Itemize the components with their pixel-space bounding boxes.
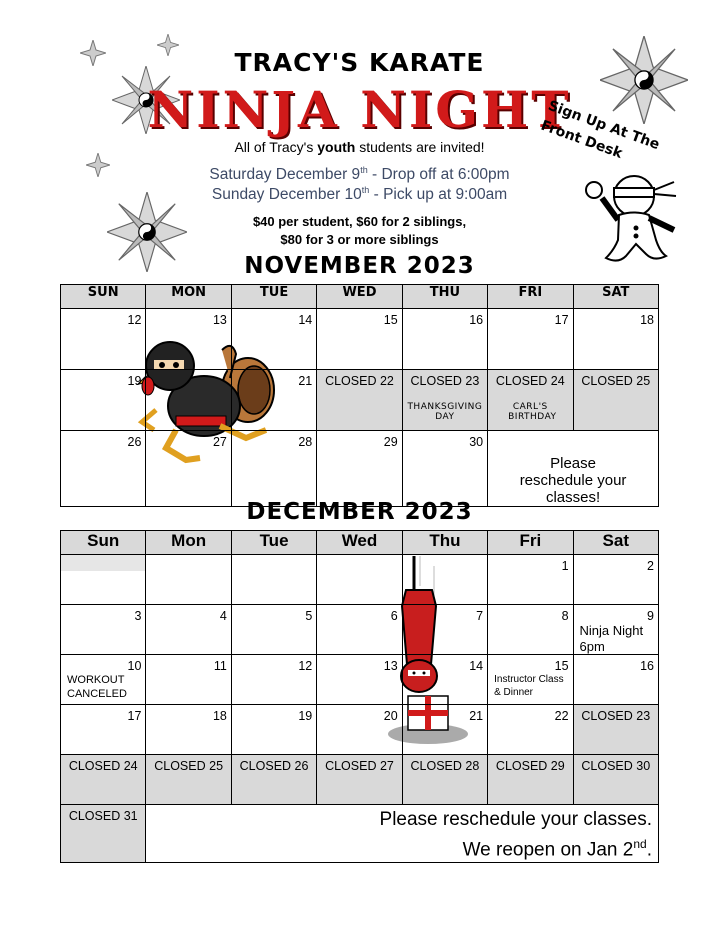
day-cell xyxy=(317,655,402,705)
closed-cell xyxy=(317,755,402,805)
day-cell xyxy=(61,431,146,507)
day-number: 2 xyxy=(647,559,654,573)
day-number: 14 xyxy=(298,313,313,327)
day-cell xyxy=(61,605,146,655)
day-number: 20 xyxy=(383,709,398,723)
day-cell xyxy=(317,309,402,370)
day-number: 30 xyxy=(469,435,484,449)
day-cell xyxy=(231,605,316,655)
day-number: 3 xyxy=(134,609,142,623)
reschedule-line2 xyxy=(146,832,652,862)
reopen-post: . xyxy=(646,839,652,861)
december-title: DECEMBER 2023 xyxy=(246,499,473,525)
day-number: 19 xyxy=(127,374,142,388)
reopen-pre: We reopen on Jan 2 xyxy=(462,839,634,861)
day-header: Mon xyxy=(146,531,231,555)
day-number: 15 xyxy=(383,313,398,327)
closed-label: CLOSED 23 xyxy=(581,709,651,723)
day-cell xyxy=(573,309,658,370)
day-header: FRI xyxy=(488,285,573,309)
invite-pre: All of Tracy's xyxy=(234,139,318,155)
day-number: 16 xyxy=(469,313,484,327)
closed-cell xyxy=(231,755,316,805)
closed-label: CLOSED 22 xyxy=(325,374,394,388)
day-header: THU xyxy=(402,285,487,309)
day-number: 4 xyxy=(219,609,227,623)
closed-cell xyxy=(488,370,573,431)
day-cell xyxy=(146,431,231,507)
day-cell xyxy=(61,555,146,605)
closed-label: CLOSED 25 xyxy=(154,759,224,773)
day-cell xyxy=(488,655,573,705)
date1-sup: th xyxy=(360,165,368,175)
day-header: MON xyxy=(146,285,231,309)
date2-pre: Sunday December 10 xyxy=(211,186,362,204)
day-cell xyxy=(231,370,316,431)
reopen-sup: nd xyxy=(633,837,647,851)
day-number: 22 xyxy=(554,709,569,723)
closed-label: CLOSED 29 xyxy=(495,759,565,773)
day-header: TUE xyxy=(231,285,316,309)
day-cell xyxy=(402,309,487,370)
closed-label: CLOSED 27 xyxy=(325,759,394,773)
instructor-note: Instructor Class & Dinner xyxy=(494,674,564,698)
workout-canceled-note: WORKOUT CANCELED xyxy=(67,674,127,700)
day-number: 9 xyxy=(647,609,654,623)
day-header: Tue xyxy=(231,531,316,555)
day-number: 7 xyxy=(476,609,484,623)
day-cell xyxy=(231,705,316,755)
day-number: 17 xyxy=(127,709,142,723)
date2-post: - Pick up at 9:00am xyxy=(369,186,508,204)
date2-sup: th xyxy=(361,185,370,195)
november-calendar xyxy=(60,284,659,507)
price-line2: $80 for 3 or more siblings xyxy=(280,232,439,247)
day-cell xyxy=(146,605,231,655)
day-header: Thu xyxy=(402,531,487,555)
day-number: 18 xyxy=(212,709,227,723)
day-number: 5 xyxy=(305,609,313,623)
day-cell xyxy=(317,431,402,507)
pickup-date xyxy=(0,185,719,204)
closed-label: CLOSED 26 xyxy=(239,759,309,773)
closed-cell xyxy=(573,705,658,755)
day-cell xyxy=(488,555,573,605)
closed-cell xyxy=(317,370,402,431)
day-cell xyxy=(402,605,487,655)
closed-cell xyxy=(402,370,487,431)
shaded-bar xyxy=(61,555,145,571)
day-number: 16 xyxy=(640,659,654,673)
day-number: 13 xyxy=(212,313,227,327)
invite-bold: youth xyxy=(317,139,356,155)
day-number: 26 xyxy=(127,435,142,449)
day-cell xyxy=(488,705,573,755)
november-title: NOVEMBER 2023 xyxy=(244,253,475,279)
closed-cell xyxy=(61,805,146,863)
title-line1: TRACY'S KARATE xyxy=(234,48,485,77)
day-cell xyxy=(402,705,487,755)
day-cell xyxy=(231,555,316,605)
day-number: 8 xyxy=(561,609,569,623)
closed-cell xyxy=(146,755,231,805)
day-number: 19 xyxy=(298,709,313,723)
day-header: SAT xyxy=(573,285,658,309)
day-number: 13 xyxy=(383,659,398,673)
date1-post: - Drop off at 6:00pm xyxy=(367,166,510,184)
day-cell xyxy=(146,705,231,755)
day-cell xyxy=(317,605,402,655)
closed-label: CLOSED 30 xyxy=(581,759,651,773)
reschedule-cell xyxy=(146,805,659,863)
day-cell xyxy=(146,655,231,705)
day-cell xyxy=(402,655,487,705)
day-cell xyxy=(317,555,402,605)
day-cell xyxy=(317,705,402,755)
closed-label: CLOSED 24 xyxy=(68,759,138,773)
day-header: Sun xyxy=(61,531,146,555)
day-cell xyxy=(231,431,316,507)
day-cell xyxy=(573,555,658,605)
day-cell xyxy=(573,605,658,655)
day-number: 21 xyxy=(469,709,484,723)
reschedule-text xyxy=(146,805,658,862)
thanksgiving-note: THANKSGIVING DAY xyxy=(407,402,483,422)
day-cell xyxy=(402,431,487,507)
invite-post: students are invited! xyxy=(355,139,485,155)
day-cell xyxy=(146,309,231,370)
reschedule-cell xyxy=(488,431,659,507)
reschedule-line1: Please reschedule your classes. xyxy=(379,809,652,830)
closed-cell xyxy=(573,370,658,431)
day-number: 29 xyxy=(383,435,398,449)
day-cell xyxy=(402,555,487,605)
day-cell xyxy=(231,309,316,370)
day-cell xyxy=(573,655,658,705)
closed-cell xyxy=(488,755,573,805)
day-number: 11 xyxy=(213,659,227,673)
day-number: 21 xyxy=(298,374,313,388)
day-number: 18 xyxy=(640,313,654,327)
ninja-night-note: Ninja Night 6pm xyxy=(579,623,644,654)
reschedule-text: Please reschedule your classes! xyxy=(519,455,627,506)
title-line2: NINJA NIGHT xyxy=(147,80,572,139)
closed-label: CLOSED 24 xyxy=(495,374,565,388)
day-cell xyxy=(61,705,146,755)
day-number: 12 xyxy=(298,659,313,673)
dropoff-date xyxy=(0,165,719,184)
closed-cell xyxy=(573,755,658,805)
day-header: WED xyxy=(317,285,402,309)
day-cell xyxy=(146,555,231,605)
day-number: 27 xyxy=(212,435,227,449)
day-cell xyxy=(61,655,146,705)
closed-label: CLOSED 28 xyxy=(410,759,480,773)
day-number: 1 xyxy=(561,559,569,573)
price-line1: $40 per student, $60 for 2 siblings, xyxy=(252,214,467,229)
day-number: 10 xyxy=(127,659,142,673)
birthday-note: CARL'S BIRTHDAY xyxy=(508,402,557,422)
closed-cell xyxy=(61,755,146,805)
day-cell xyxy=(488,605,573,655)
day-cell xyxy=(61,309,146,370)
day-header: SUN xyxy=(61,285,146,309)
closed-label: CLOSED 23 xyxy=(410,374,480,388)
closed-label: CLOSED 31 xyxy=(68,809,138,823)
day-number: 17 xyxy=(554,313,569,327)
day-header: Wed xyxy=(317,531,402,555)
signup-note: Sign Up At The Front Desk xyxy=(538,97,662,162)
day-header: Fri xyxy=(488,531,573,555)
december-calendar xyxy=(60,530,659,863)
day-number: 6 xyxy=(390,609,398,623)
day-number: 15 xyxy=(554,659,569,673)
day-cell xyxy=(231,655,316,705)
day-number: 14 xyxy=(469,659,484,673)
day-cell xyxy=(61,370,146,431)
day-number: 28 xyxy=(298,435,313,449)
date1-pre: Saturday December 9 xyxy=(209,166,361,184)
closed-label: CLOSED 25 xyxy=(581,374,651,388)
closed-cell xyxy=(402,755,487,805)
day-cell xyxy=(488,309,573,370)
day-number: 12 xyxy=(127,313,142,327)
day-header: Sat xyxy=(573,531,658,555)
day-cell xyxy=(146,370,231,431)
